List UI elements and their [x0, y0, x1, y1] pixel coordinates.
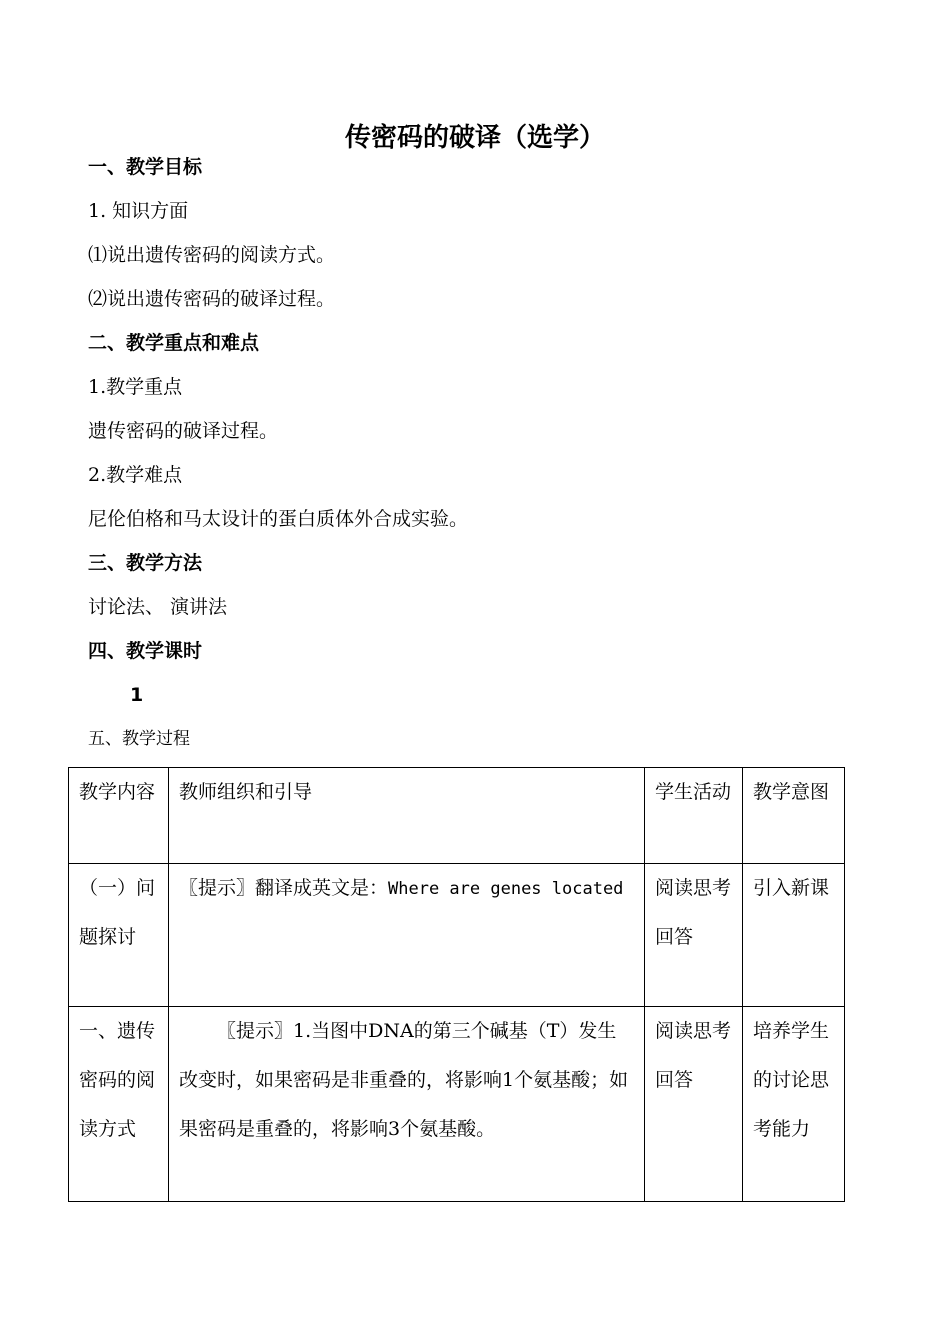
row-guide-english: Where are genes located — [388, 879, 624, 899]
table-row — [69, 1007, 845, 1202]
section-heading-process: 五、教学过程 — [88, 729, 190, 749]
row-intent: 培养学生的讨论思考能力 — [743, 1007, 845, 1202]
periods-value: 1 — [130, 684, 144, 706]
row-guide: 〖提示〗1.当图中DNA的第三个碱基（T）发生改变时，如果密码是非重叠的，将影响1个氨基酸；如果密码是重叠的，将影响3个氨基酸。 — [169, 1007, 645, 1202]
header-content: 教学内容 — [69, 768, 169, 864]
row-guide-prefix: 〖提示〗翻译成英文是： — [179, 877, 389, 899]
document-title: 传密码的破译（选学） — [344, 123, 605, 153]
methods-text: 讨论法、 演讲法 — [88, 596, 228, 618]
table-row — [69, 864, 845, 1007]
objective-item-2: ⑵说出遗传密码的破译过程。 — [88, 288, 336, 310]
key-point-text: 遗传密码的破译过程。 — [88, 420, 279, 442]
row-guide — [169, 864, 645, 1007]
section-heading-periods: 四、教学课时 — [88, 640, 203, 662]
section-heading-objectives: 一、教学目标 — [88, 156, 203, 178]
header-guide: 教师组织和引导 — [169, 768, 645, 864]
key-point-label: 1.教学重点 — [88, 376, 183, 398]
section-heading-key-points: 二、教学重点和难点 — [88, 332, 260, 354]
teaching-process-table — [68, 767, 845, 1202]
row-content: （一）问题探讨 — [69, 864, 169, 1007]
objective-item-1: ⑴说出遗传密码的阅读方式。 — [88, 244, 336, 266]
section-heading-methods: 三、教学方法 — [88, 552, 203, 574]
row-activity: 阅读思考回答 — [645, 1007, 743, 1202]
row-content: 一、遗传密码的阅读方式 — [69, 1007, 169, 1202]
row-activity: 阅读思考回答 — [645, 864, 743, 1007]
header-activity: 学生活动 — [645, 768, 743, 864]
header-intent: 教学意图 — [743, 768, 845, 864]
difficulty-text: 尼伦伯格和马太设计的蛋白质体外合成实验。 — [88, 508, 469, 530]
table-header-row — [69, 768, 845, 864]
row-intent: 引入新课 — [743, 864, 845, 1007]
objective-knowledge: 1. 知识方面 — [88, 200, 189, 222]
difficulty-label: 2.教学难点 — [88, 464, 183, 486]
